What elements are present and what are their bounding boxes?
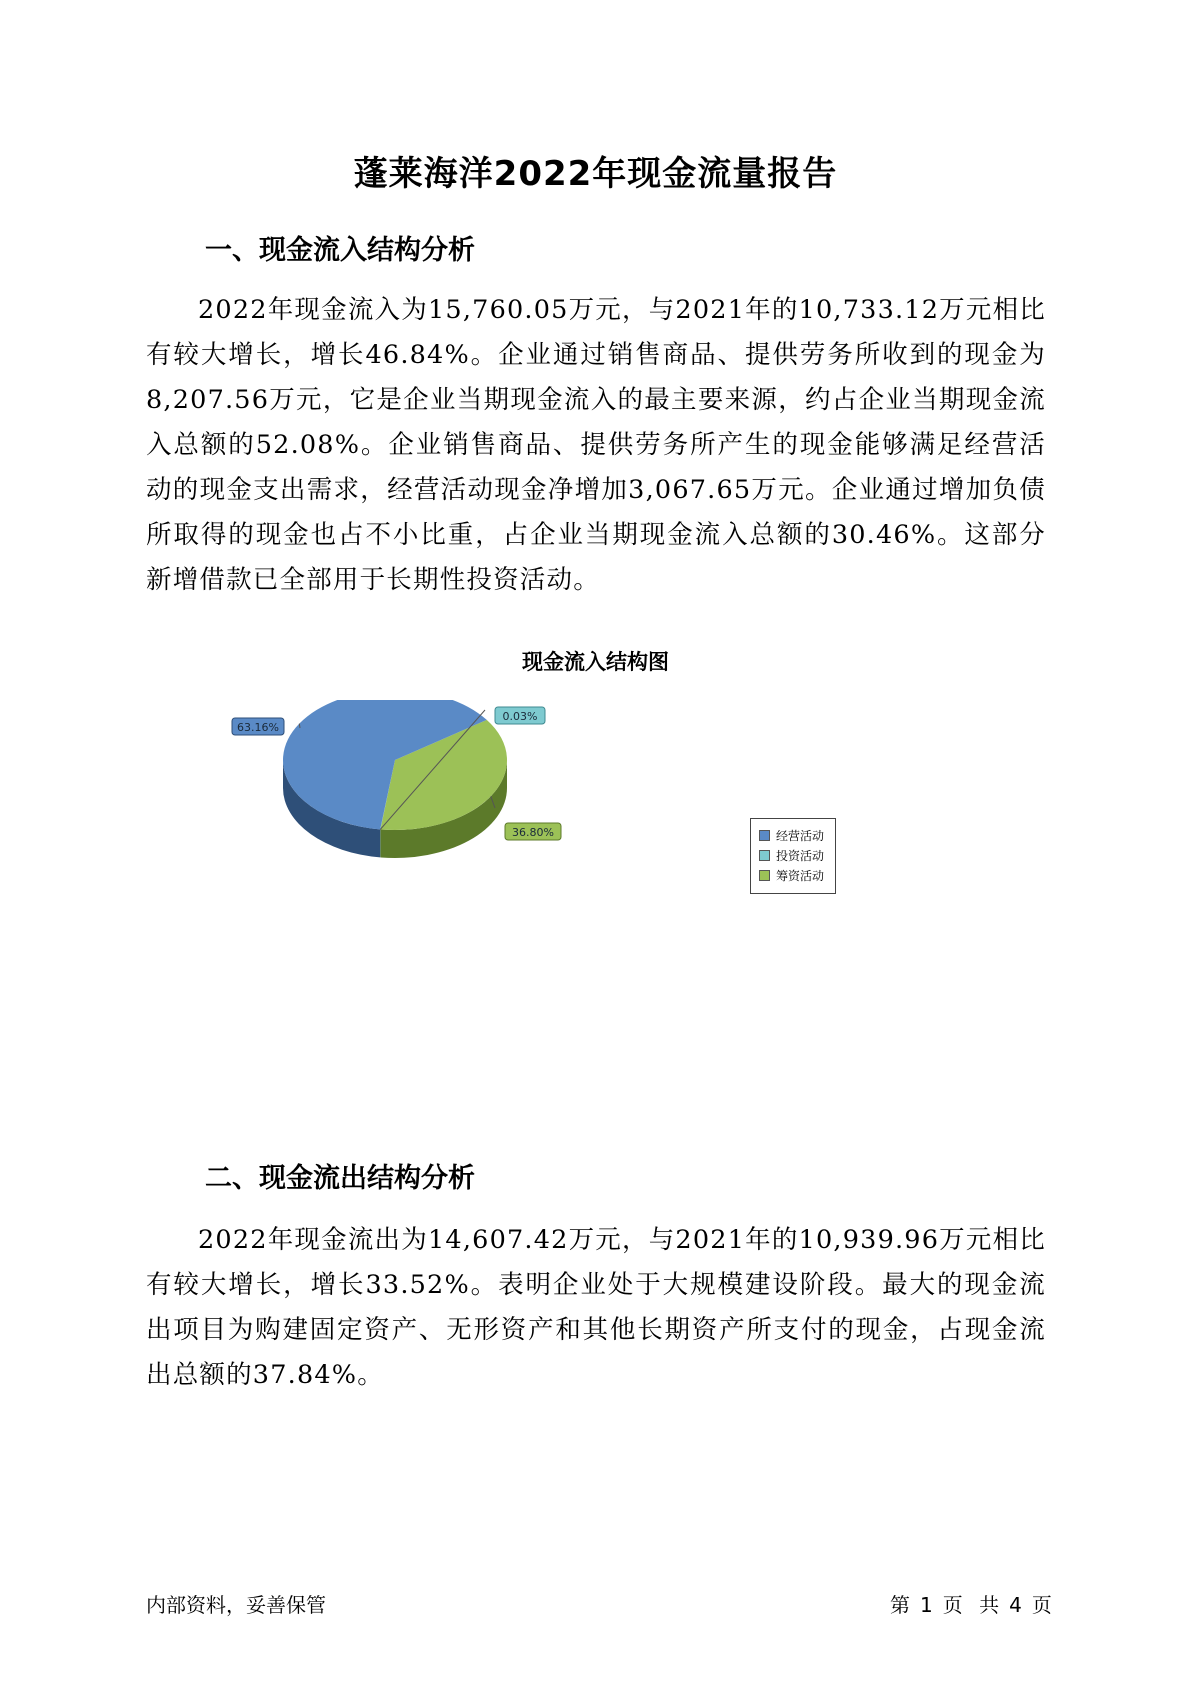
pie-chart xyxy=(230,700,650,900)
page-title: 蓬莱海洋2022年现金流量报告 xyxy=(353,154,838,194)
pie-data-label: 0.03% xyxy=(502,710,538,723)
section-heading-outflow: 二、现金流出结构分析 xyxy=(205,1163,475,1194)
legend-label: 投资活动 xyxy=(776,848,825,863)
footer-note: 内部资料，妥善保管 xyxy=(146,1593,326,1617)
total-label: 共 xyxy=(979,1593,1000,1617)
legend-swatch xyxy=(759,830,770,841)
chart-legend xyxy=(750,818,836,894)
pie-data-label: 36.80% xyxy=(512,826,554,839)
pie-label-leader xyxy=(299,724,300,728)
legend-item xyxy=(759,825,835,845)
legend-label: 筹资活动 xyxy=(776,868,825,883)
footer-page-number xyxy=(890,1589,1062,1618)
section-paragraph-inflow: 2022年现金流入为15,760.05万元，与2021年的10,733.12万元相比有较大增长，增长46.84%。企业通过销售商品、提供劳务所收到的现金为8,207.56万元，它是企业当期现金流入的最主要来源，约占企业当期现金流入总额的52.08%。企业销售商品、提供劳务所产生的现金能够满足经营活动的现金支出需求，经营活动现金净增加3,067.65万元。企业通过增加负债所取得的现金也占不小比重，占企业当期现金流入总额的30.46%。这部分新增借款已全部用于长期性投资活动。 xyxy=(146,295,1046,595)
legend-item xyxy=(759,865,835,885)
legend-item xyxy=(759,845,835,865)
legend-swatch xyxy=(759,870,770,881)
legend-swatch xyxy=(759,850,770,861)
total-label: 页 xyxy=(1031,1593,1052,1617)
page-num: 1 xyxy=(920,1593,933,1617)
section-heading-inflow: 一、现金流入结构分析 xyxy=(205,235,475,266)
pie-data-label: 63.16% xyxy=(237,721,279,734)
total-num: 4 xyxy=(1009,1593,1022,1617)
legend-label: 经营活动 xyxy=(776,828,825,843)
page-label: 第 xyxy=(890,1593,910,1617)
chart-title: 现金流入结构图 xyxy=(522,650,669,674)
page-label: 页 xyxy=(942,1593,963,1617)
section-paragraph-outflow: 2022年现金流出为14,607.42万元，与2021年的10,939.96万元相比有较大增长，增长33.52%。表明企业处于大规模建设阶段。最大的现金流出项目为购建固定资产、无形资产和其他长期资产所支付的现金，占现金流出总额的37.84%。 xyxy=(146,1225,1046,1390)
